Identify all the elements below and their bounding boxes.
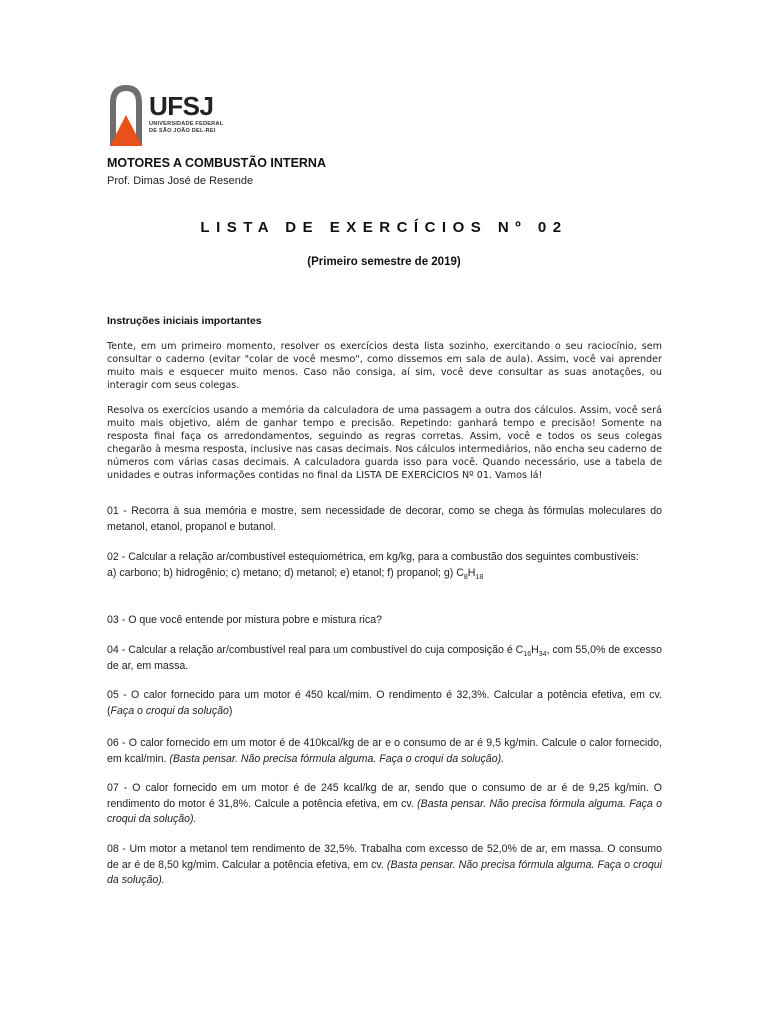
professor-name: Prof. Dimas José de Resende xyxy=(107,175,254,187)
exercise-04 xyxy=(107,643,662,674)
exercise-08 xyxy=(107,842,662,889)
ufsj-emblem-icon xyxy=(107,83,145,147)
instructions-paragraph-2: Resolva os exercícios usando a memória da calculadora de uma passagem a outra dos cálculos. Assim, você será muito mais objetivo, além de ganhar tempo e precisão. Repetindo: ganhará tempo e precisão! Somente na resposta final faça os arredondamentos, seguindo as regras corretas. Assim, você e todos os seus colegas chegarão à mesma resposta, inclusive nas casas decimais. Nos cálculos intermediários, não encha seu caderno de números com várias casas decimais. A calculadora guarda isso para você. Quando necessário, use a tabela de unidades e outras informações contidas no final da LISTA DE EXERCÍCIOS Nº 01. Vamos lá! xyxy=(107,405,662,481)
ufsj-logo xyxy=(107,83,227,149)
exercise-06-note: (Basta pensar. Não precisa fórmula alguma. Faça o croqui da solução). xyxy=(169,752,505,765)
logo-full-name xyxy=(149,121,229,135)
exercise-06 xyxy=(107,736,662,767)
course-title: MOTORES A COMBUSTÃO INTERNA xyxy=(107,156,326,170)
exercise-07-text: 07 - O calor fornecido em um motor é de 245 kcal/kg de ar, sendo que o consumo de ar é de 9,25 kg/min. O rendimento do motor é 31,8%. Calcule a potência efetiva, em cv. xyxy=(107,782,662,810)
exercise-02 xyxy=(107,550,662,581)
logo-name-line-2: DE SÃO JOÃO DEL-REI xyxy=(149,128,216,134)
exercise-05-text: 05 - O calor fornecido para um motor é 450 kcal/mim. O rendimento é 32,3%. Calcular a potência efetiva, em cv. ( xyxy=(107,689,662,717)
exercise-07 xyxy=(107,781,662,828)
logo-acronym: UFSJ xyxy=(149,91,214,121)
exercise-05-close: ) xyxy=(228,704,233,717)
exercise-08-note: (Basta pensar. Não precisa fórmula alguma. Faça o croqui da solução). xyxy=(107,858,662,886)
instructions-heading: Instruções iniciais importantes xyxy=(107,315,262,327)
formula-c8h18: $C_8H_{18}$ xyxy=(456,566,484,581)
exercise-03-text: 03 - O que você entende por mistura pobre e mistura rica? xyxy=(107,614,382,626)
exercise-02-options-text: a) carbono; b) hidrogênio; c) metano; d) metanol; e) etanol; f) propanol; g) xyxy=(107,566,457,579)
exercise-06-text: 06 - O calor fornecido em um motor é de 410kcal/kg de ar e o consumo de ar é 9,5 kg/min. Calcule o calor fornecido, em kcal/min. xyxy=(107,737,662,765)
logo-name-line-1: UNIVERSIDADE FEDERAL xyxy=(149,121,224,127)
exercise-03 xyxy=(107,613,662,629)
exercise-02-text: 02 - Calcular a relação ar/combustível estequiométrica, em kg/kg, para a combustão dos seguintes combustíveis: xyxy=(107,551,639,563)
exercise-04-text-before: 04 - Calcular a relação ar/combustível real para um combustível do cuja composição é xyxy=(107,644,516,656)
exercise-01-text: 01 - Recorra à sua memória e mostre, sem necessidade de decorar, como se chega às fórmulas moleculares do metanol, etanol, propanol e butanol. xyxy=(107,505,662,533)
instructions-paragraph-1: Tente, em um primeiro momento, resolver os exercícios desta lista sozinho, exercitando o seu raciocínio, sem consultar o caderno (evitar "colar de você mesmo", como dissemos em sala de aula). Assim, você vai aprender muito mais e esquecer muito menos. Caso não consiga, aí sim, você deve consultar as suas anotações, ou interagir com seus colegas. xyxy=(107,341,662,391)
exercise-02-options xyxy=(107,566,662,582)
semester-label: (Primeiro semestre de 2019) xyxy=(307,256,461,268)
formula-c16h34: $C_{16}H_{34}$ xyxy=(515,644,547,659)
exercise-08-text: 08 - Um motor a metanol tem rendimento de 32,5%. Trabalha com excesso de 52,0% de ar, em massa. O consumo de ar é de 8,50 kg/mim. Calcular a potência efetiva, em cv. xyxy=(107,843,662,871)
exercise-07-note: (Basta pensar. Não precisa fórmula alguma. Faça o croqui da solução). xyxy=(107,797,662,825)
exercise-01 xyxy=(107,504,662,535)
exercise-04-text-after: , com 55,0% de excesso de ar, em massa. xyxy=(107,644,662,672)
list-title: LISTA DE EXERCÍCIOS Nº 02 xyxy=(200,219,568,236)
exercise-05-note: Faça o croqui da solução xyxy=(110,704,229,717)
exercise-05 xyxy=(107,688,662,719)
